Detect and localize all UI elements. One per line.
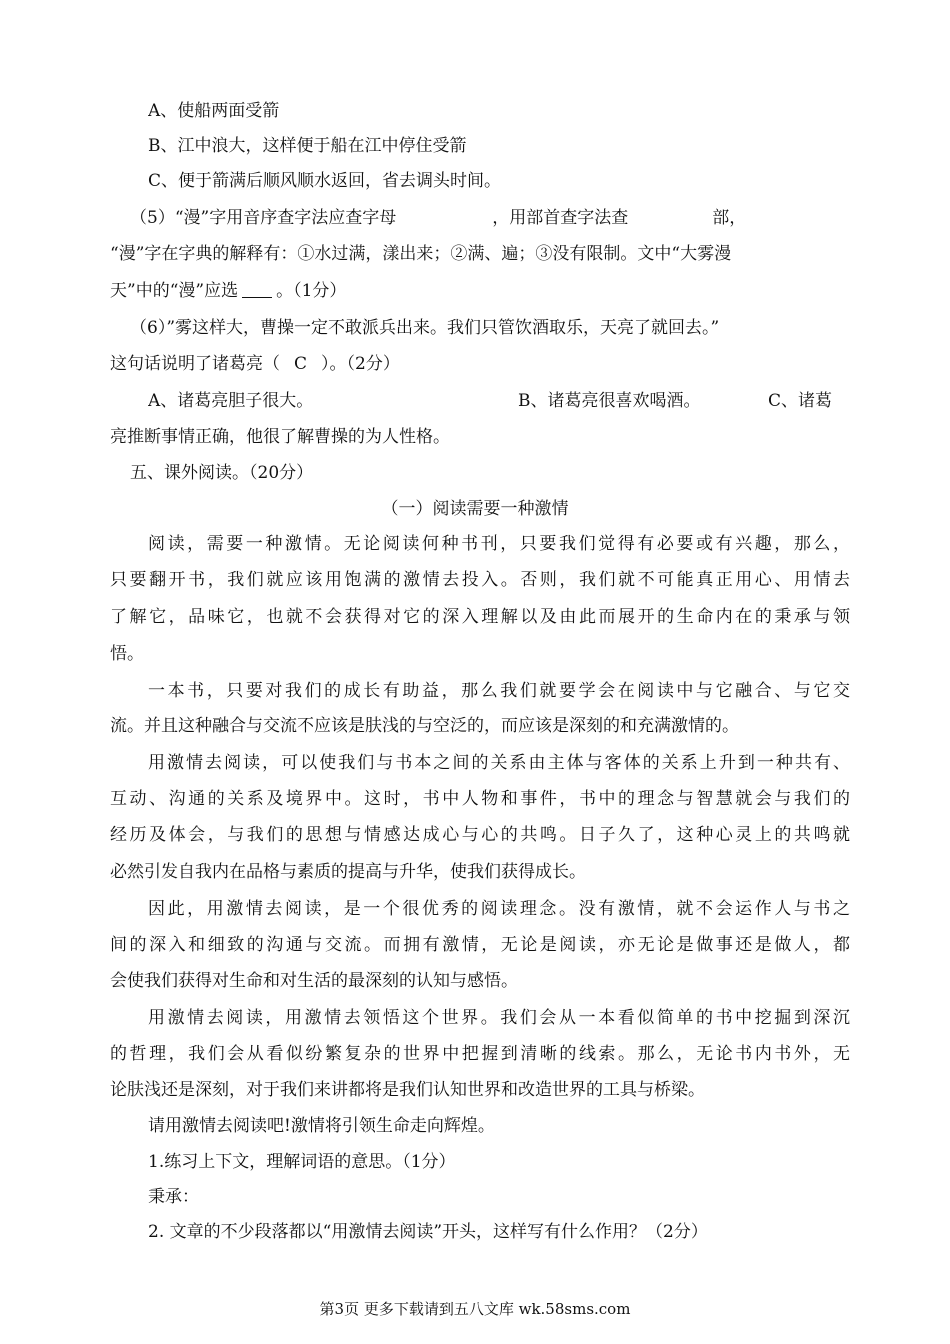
q6-answer: C: [294, 354, 308, 374]
paragraph-line: 的哲理，我们会从看似纷繁复杂的世界中把握到清晰的线索。那么，无论书内书外，无: [110, 1044, 850, 1064]
q5-part3: 部，: [712, 208, 747, 228]
question-2: 2. 文章的不少段落都以“用激情去阅读”开头，这样写有什么作用？（2分）: [148, 1222, 708, 1242]
q5-part2: ，用部首查字法查: [492, 208, 629, 228]
q4-option-b: B、江中浪大，这样便于船在江中停住受箭: [148, 136, 467, 156]
q6-option-b: B、诸葛亮很喜欢喝酒。: [518, 391, 701, 411]
q4-option-c: C、便于箭满后顺风顺水返回，省去调头时间。: [148, 171, 502, 191]
paragraph-line: 会使我们获得对生命和对生活的最深刻的认知与感悟。: [110, 971, 518, 991]
q4-option-a: A、使船两面受箭: [148, 101, 280, 121]
question-1: 1.练习上下文，理解词语的意思。（1分）: [148, 1152, 456, 1172]
q6-option-c-cont: 亮推断事情正确，他很了解曹操的为人性格。: [110, 427, 450, 447]
paragraph-line: 阅读，需要一种激情。无论阅读何种书刊，只要我们觉得有必要或有兴趣，那么，: [148, 534, 850, 554]
paragraph-line: 用激情去阅读，可以使我们与书本之间的关系由主体与客体的关系上升到一种共有、: [148, 753, 850, 773]
q6-line2: [110, 351, 850, 377]
article-title: （一）阅读需要一种激情: [381, 499, 569, 519]
q5-part1: （5）“漫”字用音序查字法应查字母: [130, 208, 397, 228]
paragraph-line: 论肤浅还是深刻，对于我们来讲都将是我们认知世界和改造世界的工具与桥梁。: [110, 1080, 705, 1100]
q5-line1: [130, 205, 850, 231]
paragraph-line: 请用激情去阅读吧!激情将引领生命走向辉煌。: [148, 1116, 495, 1136]
q5-line2: “漫”字在字典的解释有：①水过满，漾出来；②满、遍；③没有限制。文中“大雾漫: [110, 244, 732, 264]
paragraph-line: 经历及体会，与我们的思想与情感达成心与心的共鸣。日子久了，这种心灵上的共鸣就: [110, 825, 850, 845]
paragraph-line: 间的深入和细致的沟通与交流。而拥有激情，无论是阅读，亦无论是做事还是做人，都: [110, 935, 850, 955]
paragraph-line: 了解它，品味它，也就不会获得对它的深入理解以及由此而展开的生命内在的秉承与领: [110, 607, 850, 627]
answer-blank[interactable]: [242, 281, 272, 298]
q6-options-row: [148, 388, 850, 414]
page-footer: 第3页 更多下载请到五八文库 wk.58sms.com: [319, 1300, 631, 1318]
paragraph-line: 必然引发自我内在品格与素质的提高与升华，使我们获得成长。: [110, 862, 586, 882]
paragraph-line: 流。并且这种融合与交流不应该是肤浅的与空泛的，而应该是深刻的和充满激情的。: [110, 716, 739, 736]
paragraph-line: 只要翻开书，我们就应该用饱满的激情去投入。否则，我们就不可能真正用心、用情去: [110, 570, 850, 590]
q5-line3-post: 。（1分）: [276, 281, 347, 301]
paragraph-line: 悟。: [110, 644, 144, 664]
paragraph-line: 互动、沟通的关系及境界中。这时，书中人物和事件，书中的理念与智慧就会与我们的: [110, 789, 850, 809]
q5-line3-pre: 天”中的“漫”应选: [110, 281, 239, 301]
q6-line1: （6）”雾这样大，曹操一定不敢派兵出来。我们只管饮酒取乐，天亮了就回去。”: [130, 318, 720, 338]
q6-option-c: C、诸葛: [768, 391, 833, 411]
question-1-term: 秉承：: [148, 1187, 199, 1207]
paragraph-line: 用激情去阅读，用激情去领悟这个世界。我们会从一本看似简单的书中挖掘到深沉: [148, 1008, 850, 1028]
q5-line3: [110, 278, 850, 304]
q6-option-a: A、诸葛亮胆子很大。: [148, 391, 314, 411]
section-heading: 五、课外阅读。（20分）: [130, 463, 314, 483]
q6-line2-post: ）。（2分）: [321, 354, 400, 374]
paragraph-line: 因此，用激情去阅读，是一个很优秀的阅读理念。没有激情，就不会运作人与书之: [148, 899, 850, 919]
q6-line2-pre: 这句话说明了诸葛亮（: [110, 354, 280, 374]
paragraph-line: 一本书，只要对我们的成长有助益，那么我们就要学会在阅读中与它融合、与它交: [148, 681, 850, 701]
